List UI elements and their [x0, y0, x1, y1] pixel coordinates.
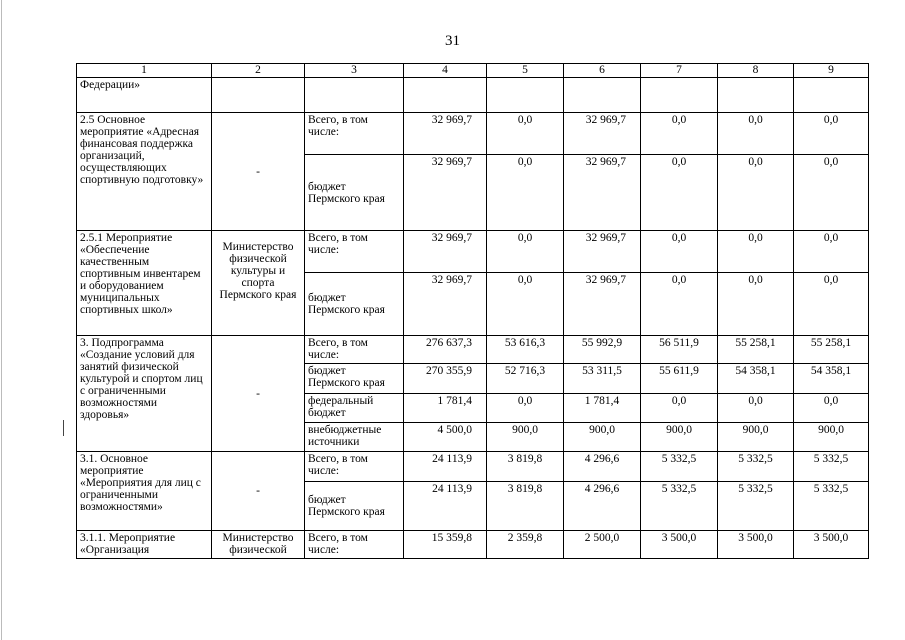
value-cell: 2 500,0 — [564, 531, 641, 559]
value-cell: 4 296,6 — [564, 482, 641, 531]
source-cell: федеральный бюджет — [305, 394, 404, 423]
value-cell: 5 332,5 — [641, 452, 718, 482]
source-cell: Всего, в том числе: — [305, 452, 404, 482]
value-cell: 53 616,3 — [487, 336, 564, 364]
value-cell: 0,0 — [794, 231, 869, 273]
value-cell: 4 500,0 — [404, 423, 487, 452]
row-name: 2.5.1 Мероприятие «Обеспечение качественным спортивным инвентарем и оборудованием муниципальных спортивных школ» — [77, 231, 212, 336]
value-cell: 2 359,8 — [487, 531, 564, 559]
value-cell: 5 332,5 — [718, 452, 794, 482]
value-cell: 0,0 — [641, 155, 718, 231]
table-row — [77, 452, 869, 482]
col-header: 1 — [77, 64, 212, 78]
value-cell: 4 296,6 — [564, 452, 641, 482]
value-cell: 55 611,9 — [641, 364, 718, 394]
value-cell: 0,0 — [487, 394, 564, 423]
value-cell: 900,0 — [564, 423, 641, 452]
source-cell: Всего, в том числе: — [305, 113, 404, 155]
value-cell: 0,0 — [641, 113, 718, 155]
value-cell: 54 358,1 — [718, 364, 794, 394]
value-cell: 0,0 — [718, 394, 794, 423]
col-header: 5 — [487, 64, 564, 78]
row-name: Федерации» — [77, 78, 212, 113]
table-row — [77, 531, 869, 559]
responsible-cell: - — [212, 452, 305, 531]
value-cell: 1 781,4 — [564, 394, 641, 423]
scan-edge — [1, 0, 2, 640]
value-cell: 0,0 — [487, 155, 564, 231]
source-cell: бюджет Пермского края — [305, 155, 404, 231]
value-cell: 0,0 — [718, 273, 794, 336]
col-header: 2 — [212, 64, 305, 78]
value-cell: 32 969,7 — [404, 155, 487, 231]
value-cell: 54 358,1 — [794, 364, 869, 394]
table-row — [77, 113, 869, 155]
source-cell: бюджет Пермского края — [305, 273, 404, 336]
col-header: 7 — [641, 64, 718, 78]
value-cell: 0,0 — [718, 113, 794, 155]
value-cell: 55 258,1 — [718, 336, 794, 364]
source-cell: внебюджетные источники — [305, 423, 404, 452]
responsible-cell: - — [212, 113, 305, 231]
value-cell: 270 355,9 — [404, 364, 487, 394]
value-cell: 15 359,8 — [404, 531, 487, 559]
value-cell: 32 969,7 — [404, 273, 487, 336]
value-cell: 3 500,0 — [794, 531, 869, 559]
row-name: 3.1. Основное мероприятие «Мероприятия для лиц с ограниченными возможностями» — [77, 452, 212, 531]
col-header: 8 — [718, 64, 794, 78]
value-cell: 0,0 — [794, 113, 869, 155]
table-row — [77, 78, 869, 113]
source-cell: бюджет Пермского края — [305, 364, 404, 394]
value-cell: 32 969,7 — [564, 231, 641, 273]
value-cell: 0,0 — [641, 231, 718, 273]
value-cell: 24 113,9 — [404, 452, 487, 482]
col-header: 9 — [794, 64, 869, 78]
value-cell: 900,0 — [487, 423, 564, 452]
value-cell: 900,0 — [718, 423, 794, 452]
scan-mark — [63, 420, 64, 436]
value-cell: 3 500,0 — [718, 531, 794, 559]
col-header: 3 — [305, 64, 404, 78]
value-cell: 0,0 — [487, 231, 564, 273]
responsible-cell: Министерство физической культуры и спорта Пермского края — [212, 231, 305, 336]
value-cell: 0,0 — [794, 155, 869, 231]
table-row — [77, 231, 869, 273]
value-cell: 0,0 — [487, 273, 564, 336]
source-cell: Всего, в том числе: — [305, 531, 404, 559]
value-cell: 3 819,8 — [487, 482, 564, 531]
value-cell: 5 332,5 — [794, 452, 869, 482]
value-cell: 5 332,5 — [794, 482, 869, 531]
value-cell: 53 311,5 — [564, 364, 641, 394]
value-cell: 0,0 — [794, 273, 869, 336]
value-cell: 0,0 — [641, 273, 718, 336]
value-cell: 32 969,7 — [564, 273, 641, 336]
responsible-cell: - — [212, 336, 305, 452]
col-header: 4 — [404, 64, 487, 78]
source-cell: Всего, в том числе: — [305, 336, 404, 364]
value-cell: 24 113,9 — [404, 482, 487, 531]
value-cell: 5 332,5 — [718, 482, 794, 531]
value-cell: 32 969,7 — [404, 231, 487, 273]
row-name: 2.5 Основное мероприятие «Адресная финансовая поддержка организаций, осуществляющих спортивную подготовку» — [77, 113, 212, 231]
value-cell: 55 992,9 — [564, 336, 641, 364]
value-cell: 3 819,8 — [487, 452, 564, 482]
value-cell: 0,0 — [718, 231, 794, 273]
col-header: 6 — [564, 64, 641, 78]
value-cell: 0,0 — [641, 394, 718, 423]
value-cell: 32 969,7 — [564, 113, 641, 155]
value-cell: 1 781,4 — [404, 394, 487, 423]
value-cell: 32 969,7 — [564, 155, 641, 231]
budget-table — [76, 63, 869, 559]
value-cell: 5 332,5 — [641, 482, 718, 531]
source-cell: бюджет Пермского края — [305, 482, 404, 531]
row-name: 3. Подпрограмма «Создание условий для занятий физической культурой и спортом лиц с ограниченными возможностями здоровья» — [77, 336, 212, 452]
value-cell: 900,0 — [641, 423, 718, 452]
row-name: 3.1.1. Мероприятие «Организация — [77, 531, 212, 559]
value-cell: 32 969,7 — [404, 113, 487, 155]
source-cell: Всего, в том числе: — [305, 231, 404, 273]
value-cell: 52 716,3 — [487, 364, 564, 394]
value-cell: 55 258,1 — [794, 336, 869, 364]
responsible-cell — [212, 78, 305, 113]
page-number: 31 — [445, 33, 460, 49]
value-cell: 3 500,0 — [641, 531, 718, 559]
value-cell: 56 511,9 — [641, 336, 718, 364]
value-cell: 0,0 — [794, 394, 869, 423]
value-cell: 276 637,3 — [404, 336, 487, 364]
value-cell: 0,0 — [487, 113, 564, 155]
value-cell: 900,0 — [794, 423, 869, 452]
table-row — [77, 336, 869, 364]
header-row — [77, 64, 869, 78]
responsible-cell: Министерство физической — [212, 531, 305, 559]
value-cell: 0,0 — [718, 155, 794, 231]
